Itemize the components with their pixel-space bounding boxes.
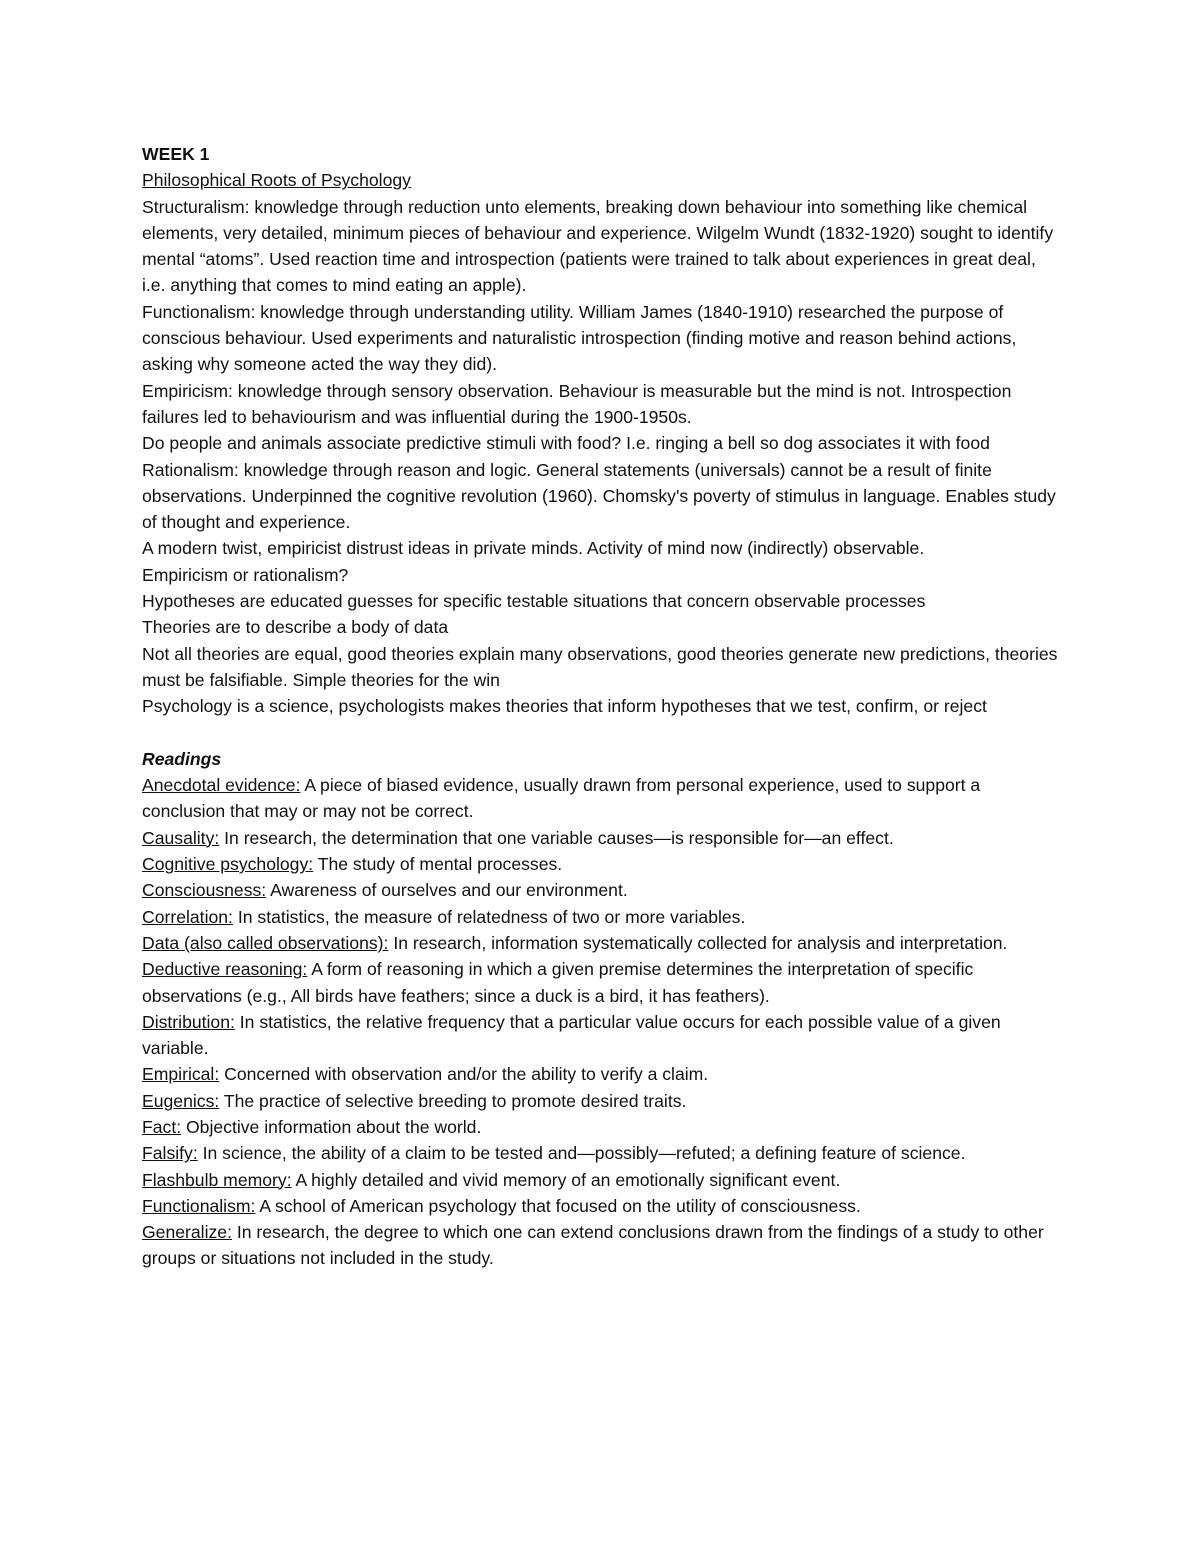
glossary-term: Distribution: bbox=[142, 1011, 235, 1032]
glossary-term: Consciousness: bbox=[142, 880, 267, 901]
glossary-definition: The practice of selective breeding to promote desired traits. bbox=[219, 1090, 687, 1111]
glossary-entry bbox=[142, 1009, 1062, 1062]
glossary-definition: A piece of biased evidence, usually drawn from personal experience, used to support a conclusion that may or may not be correct. bbox=[142, 775, 981, 822]
section-subtitle: Philosophical Roots of Psychology bbox=[142, 170, 411, 191]
glossary-term: Data (also called observations): bbox=[142, 932, 389, 953]
glossary-entry bbox=[142, 1114, 1062, 1140]
paragraph-rationalism: Rationalism: knowledge through reason and logic. General statements (universals) cannot be a result of finite observations. Underpinned the cognitive revolution (1960). Chomsky's poverty of stimulus in language. Enables study of thought and experience. bbox=[142, 459, 1056, 533]
glossary-definition: A highly detailed and vivid memory of an emotionally significant event. bbox=[291, 1169, 841, 1190]
glossary-term: Falsify: bbox=[142, 1143, 198, 1164]
glossary-term: Causality: bbox=[142, 827, 220, 848]
week-title: WEEK 1 bbox=[142, 144, 210, 164]
glossary-term: Deductive reasoning: bbox=[142, 959, 308, 980]
glossary-entry bbox=[142, 930, 1062, 956]
glossary-entry bbox=[142, 1167, 1062, 1193]
glossary-list bbox=[142, 772, 1062, 1272]
paragraph-modern-twist: A modern twist, empiricist distrust ideas in private minds. Activity of mind now (indirectly) observable. bbox=[142, 538, 925, 559]
readings-heading: Readings bbox=[142, 748, 222, 769]
notes-body bbox=[142, 194, 1062, 720]
glossary-entry bbox=[142, 877, 1062, 903]
glossary-term: Correlation: bbox=[142, 906, 233, 927]
paragraph-structuralism: Structuralism: knowledge through reduction unto elements, breaking down behaviour into something like chemical elements, very detailed, minimum pieces of behaviour and experience. Wilgelm Wundt (1832-1920) sought to identify mental “atoms”. Used reaction time and introspection (patients were trained to talk about experiences in great deal, i.e. anything that comes to mind eating an apple). bbox=[142, 196, 1054, 296]
glossary-entry bbox=[142, 1088, 1062, 1114]
paragraph-empiricism: Empiricism: knowledge through sensory observation. Behaviour is measurable but the mind is not. Introspection failures led to behaviourism and was influential during the 1900-1950s. bbox=[142, 380, 1012, 427]
glossary-definition: In research, the degree to which one can extend conclusions drawn from the findings of a study to other groups or situations not included in the study. bbox=[142, 1222, 1044, 1269]
paragraph-good-theories: Not all theories are equal, good theories explain many observations, good theories generate new predictions, theories must be falsifiable. Simple theories for the win bbox=[142, 643, 1058, 690]
glossary-entry bbox=[142, 1140, 1062, 1166]
glossary-entry bbox=[142, 904, 1062, 930]
glossary-entry bbox=[142, 772, 1062, 825]
glossary-definition: A form of reasoning in which a given premise determines the interpretation of specific observations (e.g., All birds have feathers; since a duck is a bird, it has feathers). bbox=[142, 959, 974, 1006]
glossary-entry bbox=[142, 956, 1062, 1009]
glossary-definition: Objective information about the world. bbox=[181, 1116, 482, 1137]
paragraph-association-question: Do people and animals associate predictive stimuli with food? I.e. ringing a bell so dog associates it with food bbox=[142, 433, 990, 454]
glossary-definition: In research, information systematically collected for analysis and interpretation. bbox=[388, 932, 1008, 953]
glossary-definition: In statistics, the relative frequency that a particular value occurs for each possible value of a given variable. bbox=[142, 1011, 1001, 1059]
glossary-term: Flashbulb memory: bbox=[142, 1169, 292, 1190]
glossary-term: Anecdotal evidence: bbox=[142, 775, 301, 796]
glossary-definition: Concerned with observation and/or the ability to verify a claim. bbox=[219, 1064, 709, 1085]
glossary-definition: In statistics, the measure of relatedness of two or more variables. bbox=[232, 906, 746, 927]
glossary-term: Generalize: bbox=[142, 1222, 232, 1243]
glossary-definition: In research, the determination that one variable causes—is responsible for—an effect. bbox=[219, 827, 894, 848]
glossary-term: Cognitive psychology: bbox=[142, 854, 314, 875]
glossary-term: Eugenics: bbox=[142, 1090, 220, 1111]
glossary-entry bbox=[142, 825, 1062, 851]
glossary-entry bbox=[142, 1061, 1062, 1087]
glossary-term: Functionalism: bbox=[142, 1195, 256, 1216]
document-page bbox=[142, 141, 1062, 1272]
glossary-definition: In science, the ability of a claim to be tested and—possibly—refuted; a defining feature of science. bbox=[197, 1143, 966, 1164]
paragraph-psychology-science: Psychology is a science, psychologists makes theories that inform hypotheses that we test, confirm, or reject bbox=[142, 696, 987, 717]
glossary-definition: The study of mental processes. bbox=[313, 854, 563, 875]
glossary-term: Empirical: bbox=[142, 1064, 220, 1085]
paragraph-functionalism: Functionalism: knowledge through understanding utility. William James (1840-1910) researched the purpose of conscious behaviour. Used experiments and naturalistic introspection (finding motive and reason behind actions, asking why someone acted the way they did). bbox=[142, 301, 1017, 375]
glossary-entry bbox=[142, 851, 1062, 877]
glossary-term: Fact: bbox=[142, 1116, 182, 1137]
glossary-definition: A school of American psychology that focused on the utility of consciousness. bbox=[255, 1195, 861, 1216]
paragraph-empiricism-or-rationalism: Empiricism or rationalism? bbox=[142, 564, 349, 585]
glossary-entry bbox=[142, 1193, 1062, 1219]
glossary-entry bbox=[142, 1219, 1062, 1272]
paragraph-theories: Theories are to describe a body of data bbox=[142, 617, 449, 638]
paragraph-hypotheses: Hypotheses are educated guesses for specific testable situations that concern observable processes bbox=[142, 591, 926, 612]
glossary-definition: Awareness of ourselves and our environment. bbox=[266, 880, 628, 901]
